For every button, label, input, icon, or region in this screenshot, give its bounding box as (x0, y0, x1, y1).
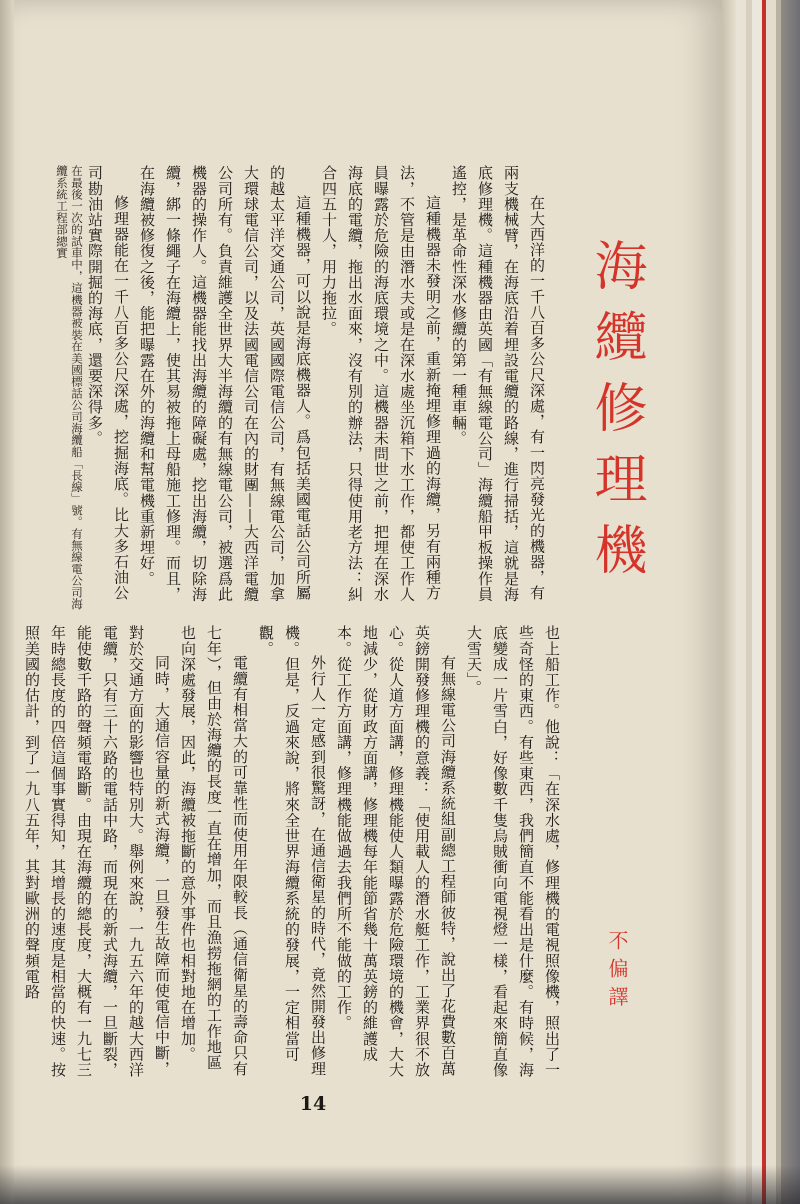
translator-credit: 不偏譯 (605, 930, 629, 1014)
paragraph: 有無線電公司海纜系統組副總工程師彼特，說出了花費數百萬英鎊開發修理機的意義：「使用載人的潛水艇工作，工業界很不放心。從人道方面講，修理機能使人類曝露於危險環境的機會，大大地減少，從財政方面講，修理機每年能節省幾十萬英鎊的維護成本。從工作方面講，修理機能做過去我們所不能做的工作。 (335, 625, 457, 1078)
paragraph: 修理器能在一千八百多公尺深處，挖掘海底。比大多石油公司勘油站實際開掘的海底，還要深得多。 (86, 165, 130, 601)
paragraph: 外行人一定感到很驚訝，在通信衛星的時代，竟然開發出修理機。但是，反過來說，將來全世界海纜系統的發展，一定相當可觀。 (257, 625, 327, 1077)
paragraph: 在大西洋的一千八百多公尺深處，有一閃亮發光的機器，有兩支機械臂，在海底沿着埋設電纜的路線，進行掃括，這就是海底修理機。這種機器由英國「有無線電公司」海纜船甲板操作員遙控，是革命性深水修纜的第一種車輛。 (450, 165, 546, 602)
footnote-column (52, 165, 84, 615)
page-number: 14 (299, 1093, 327, 1115)
paragraph: 這種機器未發明之前，重新掩埋修理過的海纜，另有兩種方法，不管是由潛水夫或是在深水處坐沉箱下水工作，都使工作人員曝露於危險的海底環境之中。這機器未問世之前，把埋在深水海底的電纜，拖出水面來，沒有別的辦法，只得使用老方法：糾合四五十人，用力拖拉。 (320, 165, 442, 602)
paragraph: 同時，大通信容量的新式海纜，一旦發生故障而使電信中斷，對於交通方面的影響也特別大。舉例來說，一九五六年的越大西洋電纜，只有三十六路的電話中路，而現在的新式海纜，一旦斷裂，能使數千路的聲頻電路斷。由現在海纜的總長度，大概有一九七三年時總長度的四倍這個事實得知，其增長的速度是相當的快速。按照美國的估計，到了一九八五年，其對歐洲的聲頻電路 (23, 625, 171, 1078)
paragraph: 也上船工作。他說：「在深水處，修理機的電視照像機，照出了一些奇怪的東西。有些東西，我們簡直不能看出是什麼。有時候，海底變成一片雪白，好像數千隻烏賊衝向電視燈一樣，看起來簡直像大雪天」。 (465, 625, 561, 1078)
article-title: 海纜修理機 (586, 238, 647, 593)
upper-text-block (85, 165, 550, 615)
footnote-text: 在最後一次的試車中，這機器被裝在美國標話公司海纜船「長線」號。有無線電公司海纜系統工程部總實 (55, 165, 84, 610)
stacked-page-edges (722, 0, 800, 1204)
paragraph: 這種機器，可以說是海底機器人。爲包括美國電話公司所屬的越太平洋交通公司，英國國際電信公司，有無線電公司，加拿大環球電信公司，以及法國電信公司在內的財團——大西洋電纜公司所有。負責維護全世界大半海纜的有無線電公司，被選爲此機器的操作人。這機器能找出海纜的障礙處，挖出海纜，切除海纜，綁一條繩子在海纜上，使其易被拖上母船施工修理。而且，在海纜被修復之後，能把曝露在外的海纜和幫電機重新埋好。 (138, 165, 312, 602)
bottom-shadow (0, 1165, 800, 1204)
page-gutter-shadow (0, 0, 14, 1204)
paragraph: 電纜有相當大的可靠性而使用年限較長（通信衛星的壽命只有七年），但由於海纜的長度一直在增加，而且漁撈拖網的工作地區也向深處發展，因此，海纜被拖斷的意外事件也相對地在增加。 (179, 625, 249, 1077)
lower-text-block (23, 625, 565, 1080)
